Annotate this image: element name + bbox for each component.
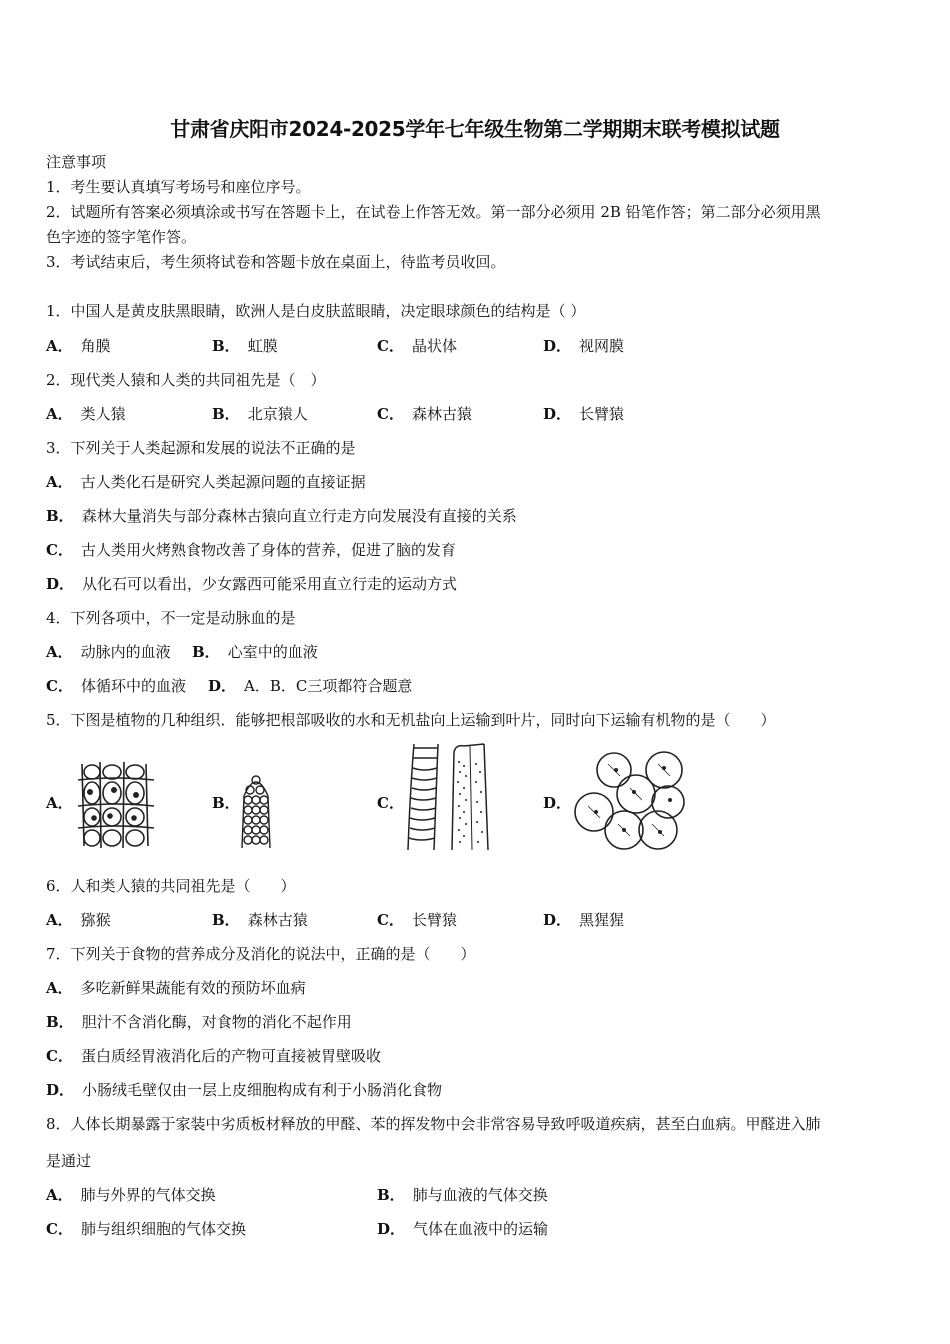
option-text: 肺与血液的气体交换 [412, 1186, 548, 1204]
option-label: C． [46, 541, 73, 559]
option-text: 虹膜 [247, 337, 278, 355]
option-text: 多吃新鲜果蔬能有效的预防坏血病 [80, 979, 306, 997]
option-label: D． [377, 1220, 406, 1238]
option-c[interactable] [46, 1219, 246, 1239]
option-text: 角膜 [80, 337, 111, 355]
option-text: 古人类用火烤熟食物改善了身体的营养，促进了脑的发育 [80, 541, 456, 559]
option-a[interactable] [46, 978, 306, 998]
option-label: A． [46, 794, 73, 812]
option-label: A． [46, 1186, 73, 1204]
option-text: 胆汁不含消化酶，对食物的消化不起作用 [81, 1013, 352, 1031]
tissue-figure-c [404, 742, 490, 852]
option-b[interactable] [46, 506, 517, 526]
option-label: A． [46, 911, 73, 929]
option-label: C． [377, 405, 404, 423]
option-label: A． [46, 979, 73, 997]
option-label: C． [46, 677, 73, 695]
option-label: D． [46, 575, 75, 593]
option-label: A． [46, 405, 73, 423]
option-d[interactable] [543, 910, 624, 930]
tissue-figure-b [238, 766, 274, 850]
option-label: C． [377, 911, 404, 929]
option-d[interactable] [208, 676, 412, 696]
option-text: 肺与外界的气体交换 [80, 1186, 216, 1204]
option-text: 视网膜 [579, 337, 625, 355]
option-label: D． [543, 405, 572, 423]
option-text: 心室中的血液 [227, 643, 318, 661]
option-text: 北京猿人 [247, 405, 308, 423]
notice-heading: 注意事项 [46, 153, 107, 171]
option-label: C． [46, 1220, 73, 1238]
option-text: 森林古猿 [411, 405, 472, 423]
option-text: 小肠绒毛壁仅由一层上皮细胞构成有利于小肠消化食物 [82, 1081, 443, 1099]
option-text: 猕猴 [80, 911, 111, 929]
option-d[interactable] [543, 404, 624, 424]
question-stem: 5．下图是植物的几种组织．能够把根部吸收的水和无机盐向上运输到叶片，同时向下运输有机物的是（ ） [46, 711, 776, 729]
option-b[interactable] [192, 642, 318, 662]
option-d[interactable] [543, 336, 624, 356]
option-a[interactable] [46, 472, 366, 492]
option-text: 体循环中的血液 [80, 677, 186, 695]
option-text: 黑猩猩 [579, 911, 625, 929]
question-stem: 8．人体长期暴露于家装中劣质板材释放的甲醛、苯的挥发物中会非常容易导致呼吸道疾病，甚至白血病。甲醛进入肺 [46, 1115, 821, 1133]
option-a[interactable] [46, 404, 126, 424]
option-text: 晶状体 [411, 337, 457, 355]
option-text: 长臂猿 [411, 911, 457, 929]
option-a[interactable] [46, 910, 111, 930]
tissue-figure-a [76, 760, 158, 850]
option-c[interactable] [377, 910, 457, 930]
option-label: B． [212, 337, 240, 355]
option-text: 气体在血液中的运输 [413, 1220, 549, 1238]
option-text: A．B．C三项都符合题意 [244, 677, 413, 695]
question-stem: 3．下列关于人类起源和发展的说法不正确的是 [46, 439, 356, 457]
option-text: 类人猿 [80, 405, 126, 423]
option-b[interactable] [212, 404, 308, 424]
option-a[interactable] [46, 642, 171, 662]
option-a[interactable] [46, 1185, 216, 1205]
option-text: 古人类化石是研究人类起源问题的直接证据 [80, 473, 366, 491]
option-label: A． [46, 473, 73, 491]
question-stem-continued: 是通过 [46, 1152, 92, 1170]
option-b[interactable] [377, 1185, 548, 1205]
option-label: C． [46, 1047, 73, 1065]
option-label: B． [212, 405, 240, 423]
option-text: 蛋白质经胃液消化后的产物可直接被胃壁吸收 [80, 1047, 381, 1065]
option-c[interactable] [377, 404, 472, 424]
option-label: D． [208, 677, 237, 695]
option-label: B． [192, 643, 220, 661]
option-text: 肺与组织细胞的气体交换 [80, 1220, 246, 1238]
option-text: 长臂猿 [579, 405, 625, 423]
option-b[interactable] [212, 336, 278, 356]
option-text: 森林古猿 [247, 911, 308, 929]
tissue-figure-d [572, 750, 690, 854]
notice-item: 2．试题所有答案必须填涂或书写在答题卡上，在试卷上作答无效。第一部分必须用 2B 铅笔作答；第二部分必须用黑 [46, 203, 821, 221]
option-c[interactable] [46, 676, 186, 696]
option-d[interactable] [46, 1080, 442, 1100]
option-b[interactable] [46, 1012, 352, 1032]
option-d[interactable] [377, 1219, 548, 1239]
option-c[interactable] [377, 336, 457, 356]
option-label: A． [46, 643, 73, 661]
question-stem: 6．人和类人猿的共同祖先是（ ） [46, 877, 296, 895]
option-label: D． [46, 1081, 75, 1099]
option-text: 动脉内的血液 [80, 643, 171, 661]
notice-item: 色字迹的签字笔作答。 [46, 228, 197, 246]
option-label: C． [377, 337, 404, 355]
option-label: B． [212, 911, 240, 929]
option-label: B． [212, 794, 240, 812]
option-label: D． [543, 794, 572, 812]
notice-item: 1．考生要认真填写考场号和座位序号。 [46, 178, 311, 196]
question-stem: 2．现代类人猿和人类的共同祖先是（ ） [46, 371, 326, 389]
option-c[interactable] [46, 540, 456, 560]
question-stem: 1．中国人是黄皮肤黑眼睛，欧洲人是白皮肤蓝眼睛，决定眼球颜色的结构是（ ） [46, 302, 586, 320]
option-text: 从化石可以看出，少女露西可能采用直立行走的运动方式 [82, 575, 458, 593]
option-d[interactable] [46, 574, 457, 594]
option-label: C． [377, 794, 404, 812]
option-b[interactable] [212, 910, 308, 930]
option-label: D． [543, 337, 572, 355]
question-stem: 4．下列各项中，不一定是动脉血的是 [46, 609, 296, 627]
question-stem: 7．下列关于食物的营养成分及消化的说法中，正确的是（ ） [46, 945, 476, 963]
option-label: A． [46, 337, 73, 355]
page-title: 甘肃省庆阳市2024-2025学年七年级生物第二学期期末联考模拟试题 [170, 117, 780, 141]
option-text: 森林大量消失与部分森林古猿向直立行走方向发展没有直接的关系 [81, 507, 517, 525]
notice-item: 3．考试结束后，考生须将试卷和答题卡放在桌面上，待监考员收回。 [46, 253, 506, 271]
option-label: B． [46, 1013, 74, 1031]
option-label: B． [46, 507, 74, 525]
option-label: B． [377, 1186, 405, 1204]
option-label: D． [543, 911, 572, 929]
option-a[interactable] [46, 336, 111, 356]
option-c[interactable] [46, 1046, 381, 1066]
